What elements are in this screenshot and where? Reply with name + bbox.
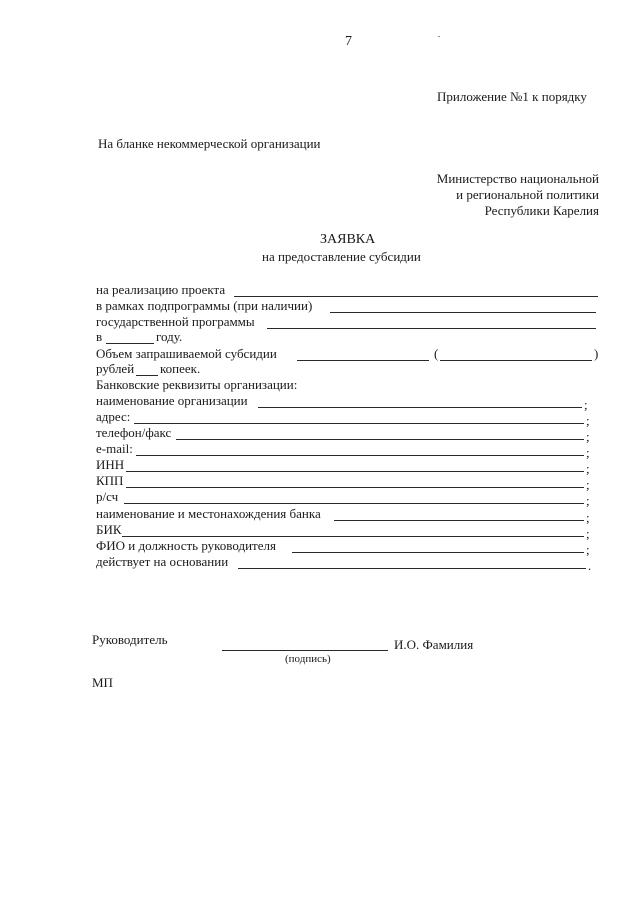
field-year[interactable] (106, 343, 154, 344)
scan-speck (438, 36, 440, 37)
field-inn[interactable] (126, 471, 584, 472)
label-rubles: рублей (96, 361, 135, 376)
label-year-prefix: в (96, 329, 103, 344)
paren-close: ) (594, 346, 599, 361)
field-kpp[interactable] (126, 487, 584, 488)
field-kopecks[interactable] (136, 375, 158, 376)
addressee-line-2: и региональной политики (456, 187, 599, 202)
addressee-line-3: Республики Карелия (484, 203, 599, 218)
semicolon: ; (586, 493, 590, 508)
letterhead-note: На бланке некоммерческой организации (98, 136, 321, 151)
label-project: на реализацию проекта (96, 282, 226, 297)
doc-subtitle: на предоставление субсидии (262, 249, 421, 264)
field-amount-digits[interactable] (297, 360, 429, 361)
semicolon: ; (584, 397, 588, 412)
field-bik[interactable] (122, 536, 584, 537)
signature-line[interactable] (222, 650, 388, 651)
label-org-name: наименование организации (96, 393, 248, 408)
label-account: р/сч (96, 489, 119, 504)
paren-open: ( (434, 346, 439, 361)
label-amount: Объем запрашиваемой субсидии (96, 346, 277, 361)
label-acts-basis: действует на основании (96, 554, 229, 569)
semicolon: ; (586, 526, 590, 541)
field-amount-words[interactable] (440, 360, 592, 361)
label-phone: телефон/факс (96, 425, 172, 440)
stamp-place: МП (92, 675, 113, 690)
field-project[interactable] (234, 296, 598, 297)
field-phone[interactable] (176, 439, 584, 440)
bank-header: Банковские реквизиты организации: (96, 377, 298, 392)
semicolon: ; (586, 429, 590, 444)
period: . (588, 558, 592, 573)
semicolon: ; (586, 461, 590, 476)
field-state-program[interactable] (267, 328, 596, 329)
label-bik: БИК (96, 522, 122, 537)
doc-title: ЗАЯВКА (320, 232, 376, 247)
field-account[interactable] (124, 503, 584, 504)
appendix-note: Приложение №1 к порядку (437, 89, 587, 104)
field-bank-name[interactable] (334, 520, 584, 521)
label-bank-name: наименование и местонахождения банка (96, 506, 321, 521)
semicolon: ; (586, 477, 590, 492)
label-year-suffix: году. (156, 329, 183, 344)
label-state-program: государственной программы (96, 314, 255, 329)
addressee-line-1: Министерство национальной (436, 171, 599, 186)
semicolon: ; (586, 445, 590, 460)
label-email: e-mail: (96, 441, 133, 456)
label-kopecks: копеек. (160, 361, 201, 376)
label-inn: ИНН (96, 457, 125, 472)
label-subprogram: в рамках подпрограммы (при наличии) (96, 298, 313, 313)
signature-name: И.О. Фамилия (394, 637, 474, 652)
field-org-name[interactable] (258, 407, 582, 408)
label-head-name: ФИО и должность руководителя (96, 538, 276, 553)
field-head-name[interactable] (292, 552, 584, 553)
field-subprogram[interactable] (330, 312, 596, 313)
field-email[interactable] (136, 455, 584, 456)
field-address[interactable] (134, 423, 584, 424)
semicolon: ; (586, 413, 590, 428)
page-number: 7 (345, 34, 352, 49)
label-address: адрес: (96, 409, 131, 424)
signature-caption: (подпись) (285, 653, 331, 665)
signature-role: Руководитель (92, 632, 168, 647)
semicolon: ; (586, 542, 590, 557)
label-kpp: КПП (96, 473, 124, 488)
semicolon: ; (586, 510, 590, 525)
field-acts-basis[interactable] (238, 568, 586, 569)
